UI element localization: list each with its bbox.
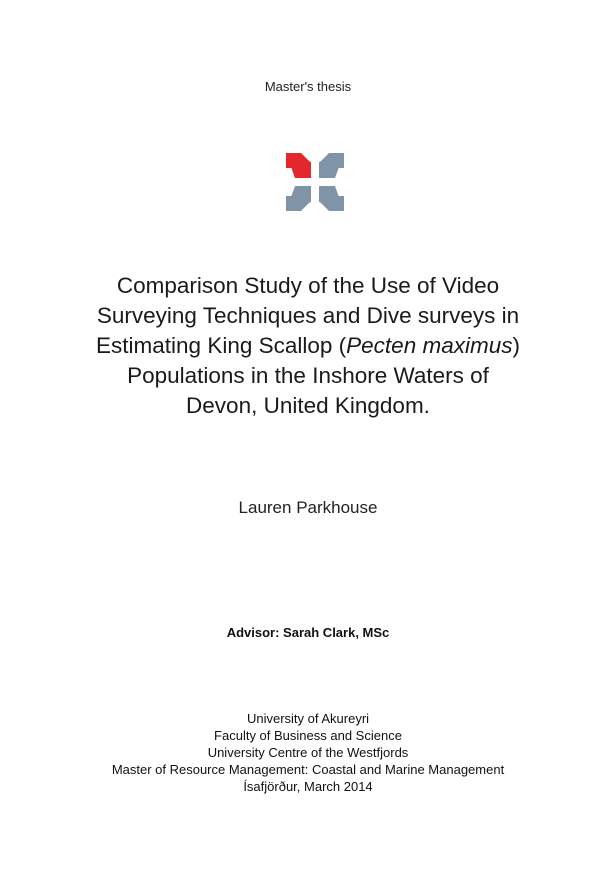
logo-blue-arrow-bottom-left bbox=[286, 186, 311, 211]
title-line-3 bbox=[0, 331, 616, 361]
title-line-2: Surveying Techniques and Dive surveys in bbox=[96, 303, 520, 328]
author-name: Lauren Parkhouse bbox=[238, 498, 378, 517]
place-date: Ísafjörður, March 2014 bbox=[243, 779, 373, 794]
title-line-4: Populations in the Inshore Waters of bbox=[127, 363, 489, 388]
university-logo-icon bbox=[283, 150, 347, 214]
advisor-line: Advisor: Sarah Clark, MSc bbox=[226, 625, 390, 640]
institution-block bbox=[0, 710, 616, 795]
thesis-title bbox=[0, 271, 616, 421]
title-line-3-end: ) bbox=[512, 333, 520, 358]
program-name: Master of Resource Management: Coastal and Marine Management bbox=[111, 762, 505, 777]
logo-blue-arrow-bottom-right bbox=[319, 186, 344, 211]
species-name: Pecten maximus bbox=[346, 333, 513, 358]
logo-red-arrow bbox=[286, 153, 311, 178]
faculty-name: Faculty of Business and Science bbox=[214, 728, 402, 743]
title-line-3-start: Estimating King Scallop ( bbox=[96, 333, 347, 358]
university-name: University of Akureyri bbox=[246, 711, 370, 726]
title-line-1: Comparison Study of the Use of Video bbox=[116, 273, 500, 298]
document-type-label: Master's thesis bbox=[264, 79, 352, 94]
logo-blue-arrow-top-right bbox=[319, 153, 344, 178]
title-line-5: Devon, United Kingdom. bbox=[186, 393, 430, 418]
centre-name: University Centre of the Westfjords bbox=[207, 745, 409, 760]
